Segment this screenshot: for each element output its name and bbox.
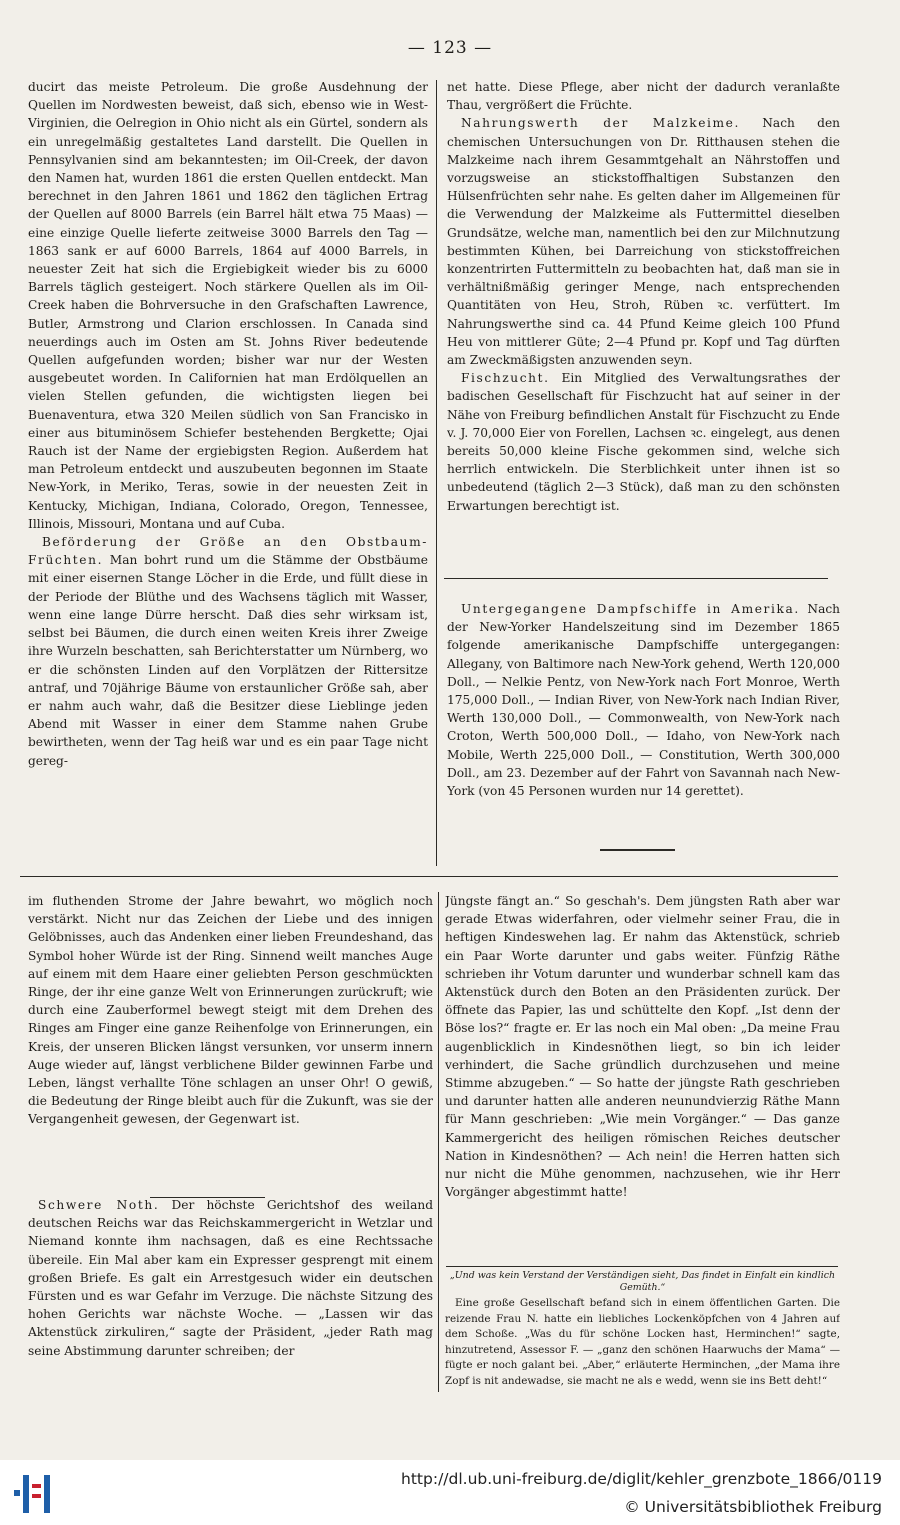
viewer-footer bbox=[0, 1460, 900, 1525]
article-schwere-noth-text: Der höchste Gerichtshof des weiland deutschen Reichs war das Reichskammergericht in Wetzlar und Niemand konnte ihm nachsagen, daß es eine Rechtssache übereile. Ein Mal aber kam ein Expresser gesprengt mit einem großen Briefe. Es galt ein Arrestgesuch wider ein deutschen Fürsten und es war Gefahr im Verzuge. Die nächste Sitzung des hohen Gerichts war nächste Woche. — „Lassen wir das Aktenstück zirkuliren,“ sagte der Präsident, „jeder Rath mag seine Abstimmung darunter schreiben; der bbox=[28, 1198, 433, 1358]
column-malzkeime bbox=[447, 78, 840, 578]
article-fischzucht-text: Ein Mitglied des Verwaltungsrathes der badischen Gesellschaft für Fischzucht hat auf seiner in der Nähe von Freiburg befindlichen Anstalt für Fischzucht zu Ende v. J. 70,000 Eier von Forellen, Lachsen ꝛc. eingelegt, aus denen bereits 50,000 kleine Fische gekommen sind, welche sich herrlich entwickeln. Die Sterblichkeit unter ihnen ist so unbedeutend (täglich 2—3 Stück), daß man zu den schönsten Erwartungen berechtigt ist. bbox=[447, 371, 840, 513]
article-dampfschiffe-heading: Untergegangene Dampfschiffe in Amerika. bbox=[461, 602, 800, 616]
article-divider bbox=[444, 578, 828, 579]
article-obstbaum-continued: net hatte. Diese Pflege, aber nicht der dadurch veranlaßte Thau, vergrößert die Früchte. bbox=[447, 80, 840, 113]
anecdote-text: Eine große Gesellschaft befand sich in einem öffentlichen Garten. Die reizende Frau N. hatte ein liebliches Lockenköpfchen von 4 Jahren auf dem Schoße. „Was du für schöne Locken hast, Herminchen!“ sagte, hinzutretend, Assessor F. — „ganz den schönen Haarwuchs der Mama“ — fügte er noch galant bei. „Aber,“ erläuterte Herminchen, „der Mama ihre Zopf is nit andewadse, sie macht ne als e wedd, wenn sie ins Bett deht!“ bbox=[445, 1297, 840, 1387]
column-schwere-noth bbox=[28, 1196, 433, 1396]
article-petroleum-text: ducirt das meiste Petroleum. Die große Ausdehnung der Quellen im Nordwesten beweist, daß sich, ebenso wie in West-Virginien, die Oelregion in Ohio nicht als ein Gürtel, sondern als ein unregelmäßig gestaltetes Land darstellt. Die Quellen in Pennsylvanien sind am bekanntesten; im Oil-Creek, der davon den Namen hat, wurden 1861 die ersten Quellen entdeckt. Man berechnet in den Jahren 1861 und 1862 den täglichen Ertrag der Quellen auf 8000 Barrels (ein Barrel hält etwa 75 Maas) — eine einzige Quelle lieferte zeitweise 3000 Barrels den Tag — 1863 sank er auf 6000 Barrels, 1864 auf 4000 Barrels, in neuester Zeit hat sich die Ergiebigkeit wieder bis zu 6000 Barrels täglich gesteigert. Noch stärkere Quellen als im Oil-Creek haben die Bohrversuche in den Grafschaften Lawrence, Butler, Armstrong und Clarion erschlossen. In Canada sind neuerdings auch im Osten am St. Johns River bedeutende Quellen aufgefunden worden; bisher war nur der Westen ausgebeutet worden. In Californien hat man Erdölquellen an vielen Stellen gefunden, die wichtigsten liegen bei Buenaventura, etwa 320 Meilen südlich von San Francisko in einer aus bituminösem Schiefer bestehenden Bergkette; Ojai Rauch ist der Name der ergiebigsten Region. Außerdem hat man Petroleum entdeckt und auszubeuten begonnen im Staate New-York, in Meriko, Teras, sowie in der neuesten Zeit in Kentucky, Michigan, Indiana, Colorado, Oregon, Tennessee, Illinois, Missouri, Montana und auf Cuba. bbox=[28, 80, 428, 531]
column-anecdote bbox=[445, 1270, 840, 1400]
permalink-url[interactable]: http://dl.ub.uni-freiburg.de/diglit/kehler_grenzbote_1866/0119 bbox=[401, 1470, 882, 1488]
article-obstbaum-heading: Beförderung der Größe an den Obstbaum-Früchten. bbox=[28, 535, 428, 568]
column-dampfschiffe bbox=[447, 600, 840, 840]
article-dampfschiffe bbox=[447, 600, 840, 800]
end-mark bbox=[600, 849, 675, 851]
article-obstbaum-text: Man bohrt rund um die Stämme der Obstbäume mit einer eisernen Stange Löcher in die Erde, und füllt diese in der Periode der Blüthe und des Wachsens täglich mit Wasser, wenn eine lange Dürre herscht. Daß dies sehr wirksam ist, selbst bei Bäumen, die durch einen weiten Kreis ihrer Zweige ihre Wurzeln beschatten, sah Berichterstatter um Nürnberg, wo er die schönsten Linden auf den Vorplätzen der Rittersitze antraf, und 70jährige Bäume von erstaunlicher Größe sah, aber er nahm auch wahr, daß die Besitzer diese Lieblinge jeden Abend mit Wasser in einer dem Stamme nahen Grube bewirtheten, wenn der Tag heiß war und es ein paar Tage nicht gereg- bbox=[28, 553, 428, 768]
column-ring bbox=[28, 892, 433, 1192]
article-ring-text: im fluthenden Strome der Jahre bewahrt, wo möglich noch verstärkt. Nicht nur das Zeichen der Liebe und des innigen Gelöbnisses, auch das Andenken einer lieben Freundeshand, das Symbol hoher Würde ist der Ring. Sinnend weilt manches Auge auf einem mit dem Haare einer geliebten Person geschmückten Ringe, der ihr eine ganze Welt von Erinnerungen zurückruft; wie durch eine Zauberformel bewegt steigt mit dem Drehen des Ringes am Finger eine ganze Reihenfolge von Erinnerungen, ein Kreis, der unseren Blicken längst versunken, vor unserm innern Auge wieder auf, längst verblichene Bilder gewinnen Farbe und Leben, längst verhallte Töne schlagen an unser Ohr! O gewiß, die Bedeutung der Ringe bleibt auch für die Zukunft, was sie der Vergangenheit gewesen, der Gegenwart ist. bbox=[28, 894, 433, 1127]
copyright-notice: © Universitätsbibliothek Freiburg bbox=[624, 1498, 882, 1516]
article-schwere-noth-heading: Schwere Noth. bbox=[38, 1198, 160, 1212]
page-number: — 123 — bbox=[407, 38, 493, 58]
column-schwere-noth-continued bbox=[445, 892, 840, 1272]
library-logo-icon[interactable] bbox=[12, 1470, 54, 1515]
article-malzkeime-text: Nach den chemischen Untersuchungen von Dr. Ritthausen stehen die Malzkeime nach ihrem Gesammtgehalt an Nährstoffen und vorzugsweise an stickstoffhaltigen Substanzen den Hülsenfrüchten sehr nahe. Es gelten daher im Allgemeinen für die Verwendung der Malzkeime als Futtermittel dieselben Grundsätze, welche man, namentlich bei den zur Milchnutzung bestimmten Kühen, bei Darreichung von stickstoffreichen konzentrirten Futtermitteln zu beobachten hat, daß man sie in verhältnißmäßig geringer Menge, nach entsprechenden Quantitäten von Heu, Stroh, Rüben ꝛc. verfüttert. Im Nahrungswerthe sind ca. 44 Pfund Keime gleich 100 Pfund Heu von mittlerer Güte; 2—4 Pfund pr. Kopf und Tag dürften am Zweckmäßigsten anzuwenden seyn. bbox=[447, 116, 840, 368]
verse-quote: „Und was kein Verstand der Verständigen sieht, Das findet in Einfalt ein kindlich Gemüth.“ bbox=[449, 1270, 836, 1293]
column-petroleum bbox=[28, 78, 428, 870]
section-divider bbox=[20, 876, 838, 877]
article-schwere-noth-continued-text: Jüngste fängt an.“ So geschah's. Dem jüngsten Rath aber war gerade Etwas widerfahren, oder vielmehr seiner Frau, die in heftigen Kindeswehen lag. Er nahm das Aktenstück, schrieb ein Paar Worte darunter und gabs weiter. Fünfzig Räthe schrieben ihr Votum darunter und wunderbar schnell kam das Aktenstück durch den Boten an den Präsidenten zurück. Der öffnete das Papier, las und schüttelte den Kopf. „Ist denn der Böse los?“ fragte er. Er las noch ein Mal oben: „Da meine Frau augenblicklich in Kindesnöthen liegt, so bin ich leider verhindert, die Sache gründlich durchzusehen und meine Stimme abzugeben.“ — So hatte der jüngste Rath geschrieben und darunter hatten alle anderen neunundvierzig Räthe Mann für Mann geschrieben: „Wie mein Vorgänger.“ — Das ganze Kammergericht des heiligen römischen Reiches deutscher Nation in Kindesnöthen? — Ach nein! die Herren hatten sich nur nicht die Mühe genommen, nachzusehen, wie ihr Herr Vorgänger abgestimmt hatte! bbox=[445, 894, 840, 1200]
article-fischzucht bbox=[447, 369, 840, 515]
article-dampfschiffe-text: Nach der New-Yorker Handelszeitung sind im Dezember 1865 folgende amerikanische Dampfschiffe untergegangen: Allegany, von Baltimore nach New-York gehend, Werth 120,000 Doll., — Nelkie Pentz, von New-York nach Fort Monroe, Werth 175,000 Doll., — Indian River, von New-York nach Indian River, Werth 130,000 Doll., — Commonwealth, von New-York nach Croton, Werth 500,000 Doll., — Idaho, von New-York nach Mobile, Werth 225,000 Doll., — Constitution, Werth 300,000 Doll., am 23. Dezember auf der Fahrt von Savannah nach New-York (von 45 Personen wurden nur 14 gerettet). bbox=[447, 602, 840, 799]
article-obstbaum bbox=[28, 533, 428, 770]
article-malzkeime-heading: Nahrungswerth der Malzkeime. bbox=[461, 116, 740, 131]
article-fischzucht-heading: Fischzucht. bbox=[461, 371, 550, 386]
article-malzkeime bbox=[447, 114, 840, 369]
article-schwere-noth bbox=[28, 1196, 433, 1360]
column-separator-bottom bbox=[438, 892, 439, 1392]
column-separator-top bbox=[436, 80, 437, 866]
